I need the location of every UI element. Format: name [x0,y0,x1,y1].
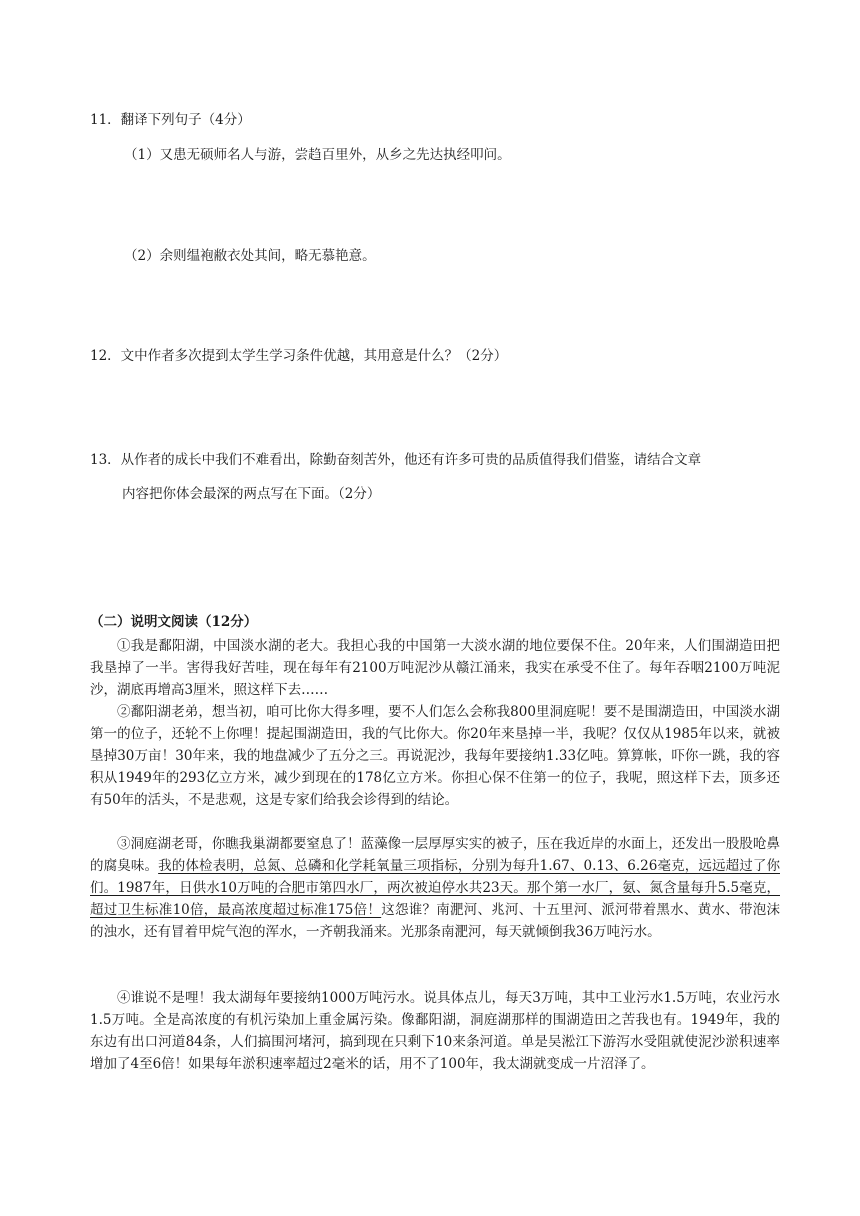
paragraph-4: ④谁说不是哩！我太湖每年要接纳1000万吨污水。说具体点儿，每天3万吨，其中工业污水1.5万吨，农业污水1.5万吨。全是高浓度的有机污染加上重金属污染。像鄱阳湖，洞庭湖那样的围湖造田之苦我也有。1949年，我的东边有出口河道84条，人们搞围河堵河，搞到现在只剩下10来条河道。单是吴淞江下游泻水受阻就使泥沙淤积速率增加了4至6倍！如果每年淤积速率超过2毫米的话，用不了100年，我太湖就变成一片沼泽了。 [90,990,780,1072]
paragraph-2: ②鄱阳湖老弟，想当初，咱可比你大得多哩，要不人们怎么会称我800里洞庭呢！要不是围湖造田，中国淡水湖第一的位子，还轮不上你哩！提起围湖造田，我的气比你大。你20年来垦掉一半，我呢？仅仅从1985年以来，就被垦掉30万亩！30年来，我的地盘减少了五分之三。再说泥沙，我每年要接纳1.33亿吨。算算帐，吓你一跳，我的容积从1949年的293亿立方米，减少到现在的178亿立方米。你担心保不住第一的位子，我呢，照这样下去，顶多还有50年的活头，不是悲观，这是专家们给我会诊得到的结论。 [90,704,780,808]
paragraph-3 [90,833,780,943]
question-11-title: 11．翻译下列句子（4分） [90,112,251,128]
paragraph-3-end: 这怨谁？南淝河、兆河、十五里河、派河带着黑水、黄水、带泡沫的浊水，还有冒着甲烷气泡的浑水，一齐朝我涌来。光那条南淝河，每天就倾倒我36万吨污水。 [90,902,781,940]
paragraph-3-intro: ③洞庭湖老哥，你瞧我巢湖都要窒息了！蓝藻像一层厚厚实实的被子，压在我近岸的水面上，还发出一股股呛鼻的腐臭味。 [90,836,780,874]
section-title: （二）说明文阅读（12分） [90,614,258,630]
paragraph-1: ①我是鄱阳湖，中国淡水湖的老大。我担心我的中国第一大淡水湖的地位要保不住。20年来，人们围湖造田把我垦掉了一半。害得我好苦哇，现在每年有2100万吨泥沙从赣江涌来，我实在承受不住了。每年吞咽2100万吨泥沙，湖底再增高3厘米，照这样下去…… [90,638,780,698]
question-11-sentence-1: （1）又患无硕师名人与游，尝趋百里外，从乡之先达执经叩问。 [124,147,511,163]
question-13-line-1: 13．从作者的成长中我们不难看出，除勤奋刻苦外，他还有许多可贵的品质值得我们借鉴，请结合文章 [90,452,702,468]
question-11-sentence-2: （2）余则缊袍敝衣处其间，略无慕艳意。 [124,248,376,264]
question-12-title: 12．文中作者多次提到太学生学习条件优越，其用意是什么？（2分） [90,348,508,364]
paragraph-3-underlined: 我的体检表明，总氮、总磷和化学耗氧量三项指标，分别为每升1.67、0.13、6.26毫克，远远超过了你们。1987年，日供水10万吨的合肥市第四水厂，两次被迫停水共23天。那个第一水厂，氨、氮含量每升5.5毫克，超过卫生标准10倍，最高浓度超过标准175倍！ [90,858,780,918]
question-13-line-2: 内容把你体会最深的两点写在下面。（2分） [122,486,381,502]
